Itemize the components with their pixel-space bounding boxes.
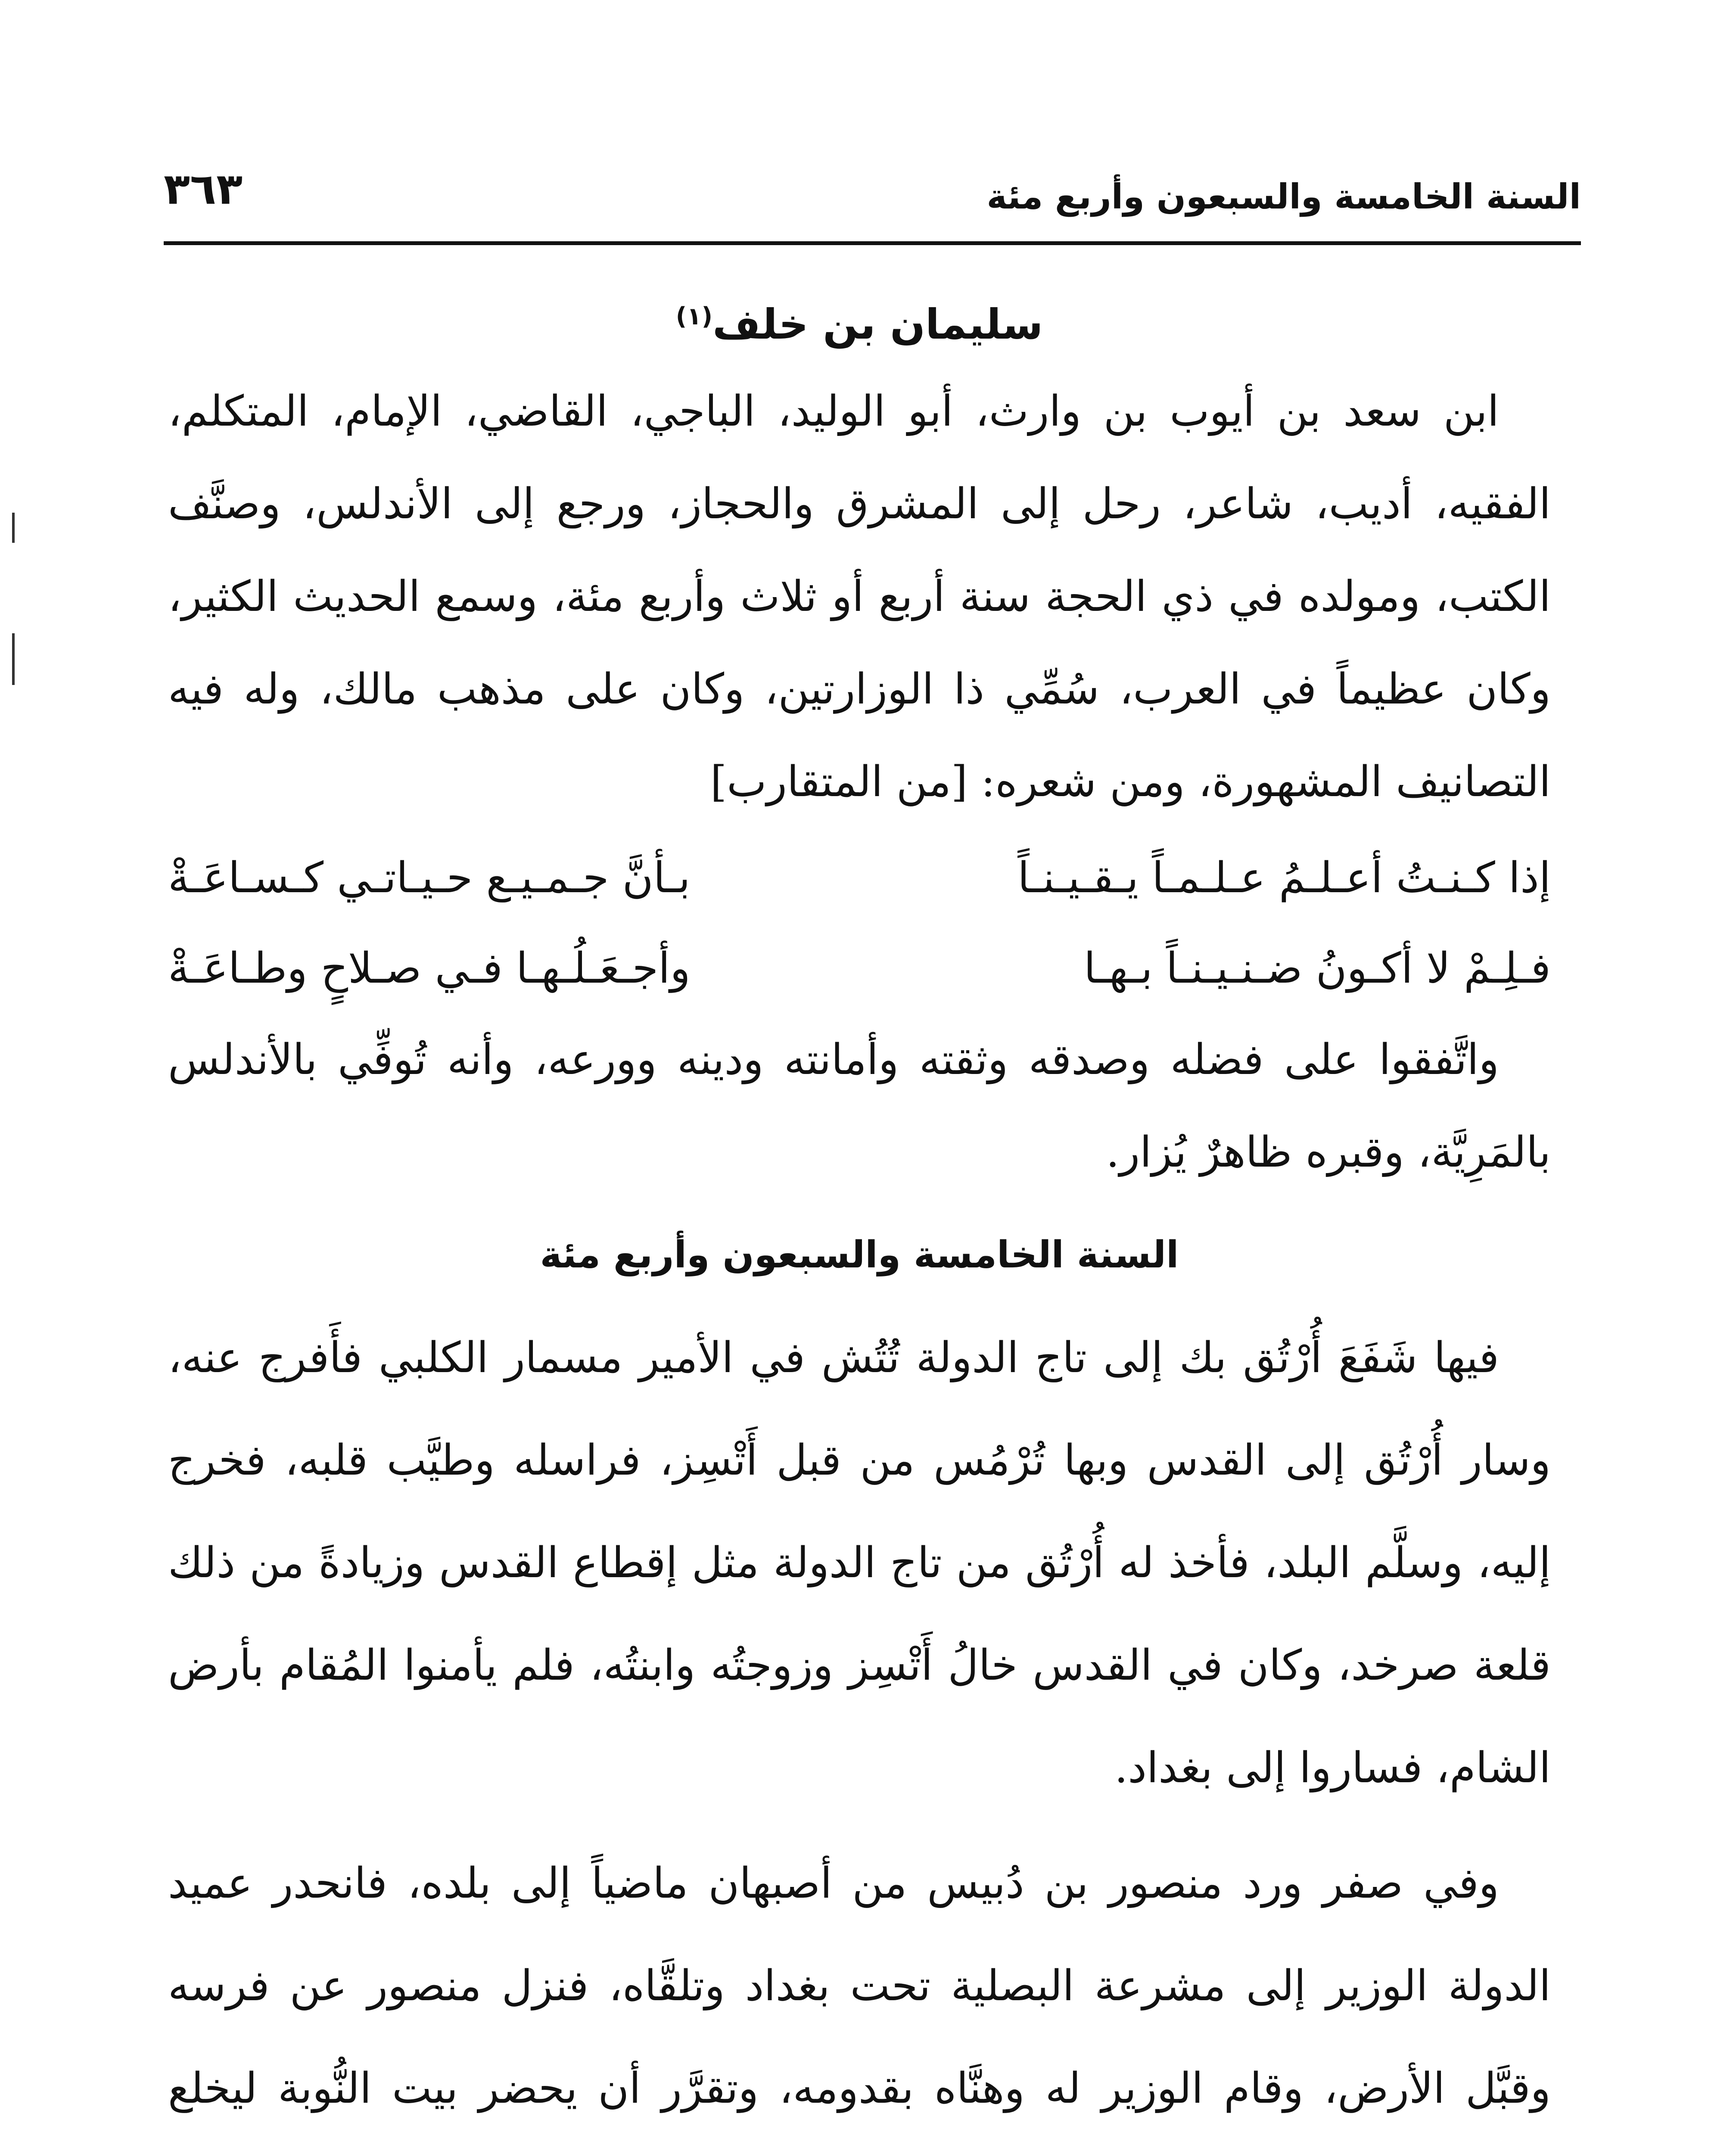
verse-first-hemistich: إذا كـنـتُ أعـلـمُ عـلـمـاً يـقـيـنـاً: [1017, 853, 1551, 903]
text-line: بغداد.: [1114, 1743, 1213, 1793]
text-line: التصانيف المشهورة، ومن شعره:: [981, 757, 1551, 806]
running-header: [164, 159, 1581, 245]
poem-verse: [168, 923, 1551, 1014]
verse-first-hemistich: فـلِـمْ لا أكـونُ ضـنـيـنـاً بـهـا: [1084, 944, 1551, 993]
text-line: وقام الوزير له وهنَّاه بقدومه، وتقرَّر أن يحضر بيت النُّوبة ليخلع: [168, 2064, 1304, 2113]
poem-meter: [من المتقارب]: [710, 757, 968, 806]
text-line: البلد، فأخذ له أُرْتُق من تاج الدولة مثل إقطاع القدس وزيادةً من ذلك قلعة صرخد،: [168, 1538, 1551, 1690]
text-line: الكتب، ومولده في ذي الحجة سنة أربع أو ثلاث وأربع مئة، وسمع الحديث الكثير،: [168, 572, 1551, 621]
text-line: أُرْتُق إلى القدس وبها تُرْمُس من قبل أَتْسِز، فراسله وطيَّب قلبه، فخرج إليه، وسلَّم: [168, 1436, 1551, 1587]
section-paragraph: [168, 1307, 1551, 1819]
text-line: ابن سعد بن أيوب بن وارث، أبو الوليد، الباجي، القاضي، الإمام، المتكلم،: [168, 387, 1499, 436]
entry-paragraph: [168, 365, 1551, 828]
text-line: الوزير إلى مشرعة البصلية تحت بغداد وتلقَّاه، فنزل منصور عن فرسه وقبَّل الأرض،: [168, 1961, 1551, 2113]
page-number: ٣٦٣: [164, 164, 243, 214]
page-content: [168, 276, 1551, 2154]
text-line: فيها شَفَعَ أُرْتُق بك إلى تاج الدولة تُتُش في الأمير مسمار الكلبي فأَفرج عنه، وسار: [168, 1333, 1551, 1485]
margin-mark: [12, 513, 15, 543]
text-line: وقبره ظاهرٌ يُزار.: [1106, 1128, 1404, 1177]
margin-mark: [12, 633, 15, 685]
text-line: وفي صفر ورد منصور بن دُبيس من أصبهان ماضياً إلى بلده، فانحدر عميد الدولة: [168, 1859, 1551, 2011]
verse-second-hemistich: بـأنَّ جـمـيـع حـيـاتـي كـسـاعَـةْ: [168, 853, 691, 903]
text-line: واتَّفقوا على فضله وصدقه وثقته وأمانته ودينه وورعه، وأنه تُوفِّي بالأندلس بالمَرِيَّة،: [168, 1035, 1551, 1177]
section-title: السنة الخامسة والسبعون وأربع مئة: [540, 1233, 1179, 1276]
verse-second-hemistich: وأجـعَـلُـهـا فـي صـلاحٍ وطـاعَـةْ: [168, 944, 691, 993]
text-line: وكان في القدس خالُ أَتْسِز وزوجتُه وابنتُه، فلم يأمنوا المُقام بأرض الشام، فساروا إلى: [168, 1641, 1551, 1793]
entry-closing-paragraph: [168, 1014, 1551, 1199]
poem: [168, 833, 1551, 1014]
text-line: الفقيه، أديب، شاعر، رحل إلى المشرق والحجاز، ورجع إلى الأندلس، وصنَّف: [168, 479, 1551, 529]
entry-title-text: سليمان بن خلف: [712, 300, 1043, 349]
text-line: وكان عظيماً في العرب، سُمِّي ذا الوزارتين، وكان على مذهب مالك، وله فيه: [168, 665, 1551, 714]
footnote-ref: (١): [675, 302, 713, 330]
section-paragraph: [168, 1832, 1551, 2154]
entry-title: [168, 276, 1551, 365]
running-title: السنة الخامسة والسبعون وأربع مئة: [986, 177, 1581, 217]
poem-verse: [168, 833, 1551, 923]
